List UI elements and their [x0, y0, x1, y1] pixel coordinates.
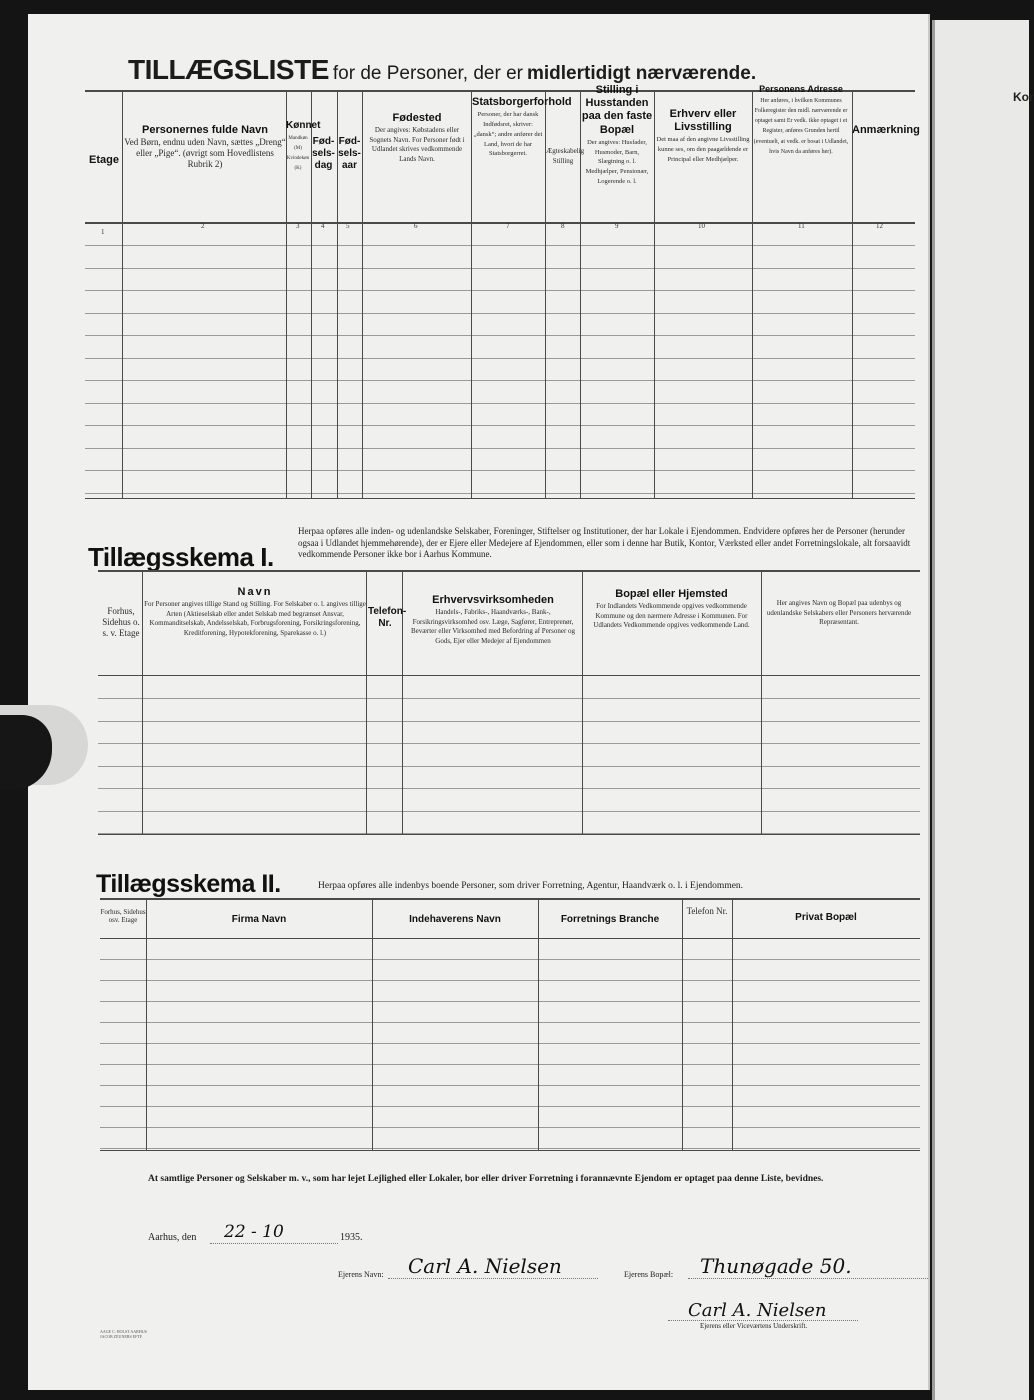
- table-row-line: [98, 788, 920, 789]
- table-row-line: [85, 335, 915, 336]
- table-column-line: [682, 898, 683, 1150]
- s1-header-business: Erhvervsvirksomheden Handels-, Fabriks-, Haandværks-, Bank-, Forsikringsvirksomhed osv. Læge, Sagfører, Entreprenør, Beværter eller Virksomhed med Befordring af Personer og Gods, Ejer eller Medejer af Ejendommen: [410, 594, 576, 645]
- table-column-line: [852, 90, 853, 498]
- table-column-line: [732, 898, 733, 1150]
- signature-handwritten: Carl A. Nielsen: [688, 1300, 827, 1321]
- table-column-line: [366, 570, 367, 834]
- table-row-line: [85, 245, 915, 246]
- col-num: 11: [798, 222, 805, 230]
- printer-imprint: AAGE C. HOLST AARHUS JACOB ZEUNERS EFTF.: [100, 1329, 147, 1339]
- table-row-line: [100, 1106, 920, 1107]
- skema1-title: Tillægsskema I.: [88, 542, 274, 572]
- place-label: Aarhus, den: [148, 1232, 197, 1243]
- table-row-line: [85, 425, 915, 426]
- col-header-household: Stilling i Husstanden paa den faste Bopæl Der angives: Husfader, Husmoder, Barn, Slægtning o. l. Medhjælper, Pensionær, Logerende o. l.: [581, 84, 653, 185]
- table-row-line: [100, 1001, 920, 1002]
- s2-header-address: Privat Bopæl: [795, 912, 857, 923]
- table-row-line: [100, 959, 920, 960]
- s1-header-name: Navn For Personer angives tillige Stand og Stilling. For Selskaber o. l. angives tillige Arten (Aktieselskab eller andet Selskab med begrænset Ansvar, Kommanditselskab, Andelsselskab, Forbrugsforening, Forsikringsforening, Kreditforening, Hypotekforening, Sparekasse o. l.): [144, 586, 366, 637]
- adjacent-page-text: Kor: [1013, 90, 1034, 104]
- table-column-line: [146, 898, 147, 1150]
- col-header-gender: Kønnet Mandkøn (M) Kvindekøn (K): [286, 120, 321, 171]
- s2-header-branch: Forretnings Branche: [560, 914, 660, 925]
- table-row-line: [98, 811, 920, 812]
- page-title: [128, 54, 756, 86]
- table-column-line: [761, 570, 762, 834]
- skema2-title: Tillægsskema II.: [96, 870, 281, 898]
- s2-header-owner: Indehaverens Navn: [409, 914, 501, 925]
- s1-header-residence: Bopæl eller Hjemsted For Indlandets Vedkommende opgives vedkommende Kommune og den nærmere Adresse i Kommunen. For Udlandets Vedkommende opgives vedkommende Land.: [593, 588, 750, 630]
- table-column-line: [362, 90, 363, 498]
- col-header-birthday: Fød-sels-dag: [312, 136, 335, 171]
- col-header-citizenship: Statsborgerforhold Personer, der har dansk Indfødsret, skriver: „dansk“; andre anfører det Land, hvori de har Statsborgerret.: [472, 96, 572, 158]
- title-sub-bold: midlertidigt nærværende.: [527, 63, 757, 84]
- table-row-line: [98, 766, 920, 767]
- table-row-line: [85, 403, 915, 404]
- col-num: 10: [698, 222, 705, 230]
- owner-address-label: Ejerens Bopæl:: [624, 1270, 674, 1279]
- table-column-line: [372, 898, 373, 1150]
- col-num: 7: [506, 222, 510, 230]
- table-row-line: [98, 743, 920, 744]
- s2-header-phone: Telefon Nr.: [686, 906, 728, 916]
- table-row-line: [98, 721, 920, 722]
- s1-header-phone: Telefon-Nr.: [368, 606, 407, 629]
- col-num: 12: [876, 222, 883, 230]
- col-num: 4: [321, 222, 325, 230]
- col-header-birthplace: Fødested Der angives: Købstadens eller Sognets Navn. For Personer født i Udlandet skrives vedkommende Lands Navn.: [369, 112, 465, 163]
- date-handwritten: 22 - 10: [224, 1222, 284, 1242]
- signature-label: Ejerens eller Viceværtens Underskrift.: [700, 1322, 808, 1330]
- col-num: 8: [561, 222, 565, 230]
- table-row-line: [100, 1085, 920, 1086]
- col-header-birthyear: Fød-sels-aar: [338, 136, 361, 171]
- col-header-occupation: Erhverv eller Livsstilling Det maa af den angivne Livsstilling kunne ses, om den paagældende er Principal eller Medhjælper.: [656, 108, 750, 163]
- col-header-name: Personernes fulde Navn Ved Børn, endnu uden Navn, sættes „Dreng“ eller „Pige“. (øvrigt som Hovedlistens Rubrik 2): [124, 124, 286, 169]
- s2-header-firm: Firma Navn: [231, 914, 287, 925]
- col-num: 2: [201, 222, 205, 230]
- table-row-line: [98, 833, 920, 834]
- table-row-line: [85, 313, 915, 314]
- col-num: 1: [101, 228, 105, 236]
- s1-header-etage: Forhus, Sidehus o. s. v. Etage: [102, 606, 140, 638]
- adjacent-page: [932, 20, 1034, 1400]
- col-header-address: Personens Adresse Her anføres, i hvilken Kommunes Folkeregister den midl. nærværende er optaget samt Er vedk. ikke optaget i et Register, anføres Grunden hertil (eventuelt, at vedk. er bosat i Udlandet, hvis Navn da anføres her).: [753, 84, 849, 155]
- form-page: [28, 14, 930, 1390]
- table-row-line: [98, 698, 920, 699]
- col-num: 3: [296, 222, 300, 230]
- table-row-line: [100, 1148, 920, 1149]
- col-header-marital: Ægteskabelig Stilling: [546, 147, 585, 165]
- owner-name-label: Ejerens Navn:: [338, 1270, 384, 1279]
- col-num: 9: [615, 222, 619, 230]
- year-label: 1935.: [340, 1232, 363, 1243]
- owner-name-handwritten: Carl A. Nielsen: [408, 1254, 562, 1278]
- table-row-line: [100, 1064, 920, 1065]
- table-row-line: [100, 980, 920, 981]
- table-row-line: [85, 268, 915, 269]
- table-row-line: [100, 1022, 920, 1023]
- table-row-line: [85, 493, 915, 494]
- skema1-description: Herpaa opføres alle inden- og udenlandske Selskaber, Foreninger, Stiftelser og Institutioner, der har Lokale i Ejendommen. Endvidere opføres her de Personer (herunder ogsaa i Udlandet hjemmehørende), der er Ejere eller Medejere af Ejendommen, eller som i denne har Butik, Kontor, Værksted eller andet Forretningslokale, alt forsaavidt vedkommende Personer ikke bor i Aarhus Kommune.: [298, 526, 911, 560]
- table-row-line: [100, 1043, 920, 1044]
- table-column-line: [122, 90, 123, 498]
- skema2-description: Herpaa opføres alle indenbys boende Personer, som driver Forretning, Agentur, Haandværk o. l. i Ejendommen.: [318, 881, 744, 891]
- table-row-line: [85, 380, 915, 381]
- title-main: TILLÆGSLISTE: [128, 54, 329, 85]
- owner-address-handwritten: Thunøgade 50.: [700, 1254, 852, 1278]
- col-header-remarks: Anmærkning: [852, 124, 920, 136]
- s1-header-representative: Her angives Navn og Bopæl paa udenbys og udenlandske Selskabers eller Personers herværende Repræsentant.: [766, 599, 912, 627]
- s2-header-etage: Forhus, Sidehus osv. Etage: [100, 908, 146, 925]
- col-num: 6: [414, 222, 418, 230]
- table-row-line: [100, 1127, 920, 1128]
- table-column-line: [538, 898, 539, 1150]
- table-row-line: [85, 470, 915, 471]
- table-column-line: [142, 570, 143, 834]
- col-num: 5: [346, 222, 350, 230]
- table-column-line: [582, 570, 583, 834]
- certification-statement: At samtlige Personer og Selskaber m. v., som har lejet Lejlighed eller Lokaler, bor eller driver Forretning i forannævnte Ejendom er optaget paa denne Liste, bevidnes.: [148, 1174, 824, 1184]
- table-row-line: [85, 290, 915, 291]
- table-row-line: [85, 448, 915, 449]
- col-header-etage: Etage: [89, 154, 119, 166]
- table-row-line: [85, 358, 915, 359]
- title-sub: for de Personer, der er: [332, 63, 523, 84]
